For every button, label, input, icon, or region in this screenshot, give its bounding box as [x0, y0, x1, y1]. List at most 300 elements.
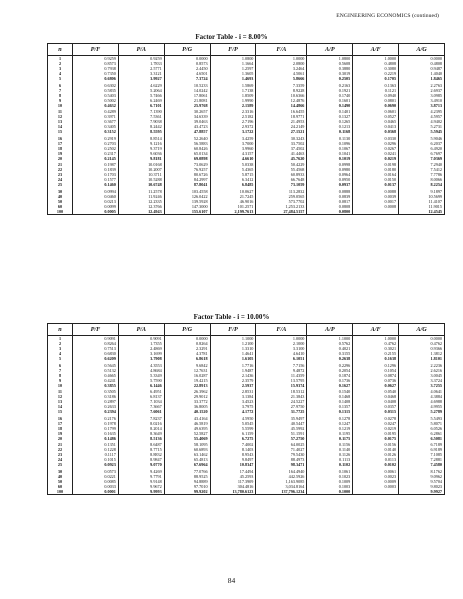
factor-cell: 39.0463	[164, 119, 210, 124]
factor-cell: 117.3909	[210, 479, 256, 484]
col-header-pf: P/F	[73, 44, 119, 56]
factor-cell: 6.2861	[399, 431, 445, 436]
factor-cell: 0.0085	[73, 479, 119, 484]
factor-cell: 35.9497	[256, 416, 307, 421]
table-title-10-percent: Factor Table - i = 10.00%	[193, 313, 270, 321]
factor-cell: 6.5081	[399, 436, 445, 443]
factor-cell: 5.9046	[399, 136, 445, 141]
factor-cell: 10.3711	[118, 172, 164, 177]
factor-cell: 9.4269	[118, 469, 164, 474]
factor-cell: 64.0025	[256, 442, 307, 447]
factor-cell: 2.1589	[210, 103, 256, 110]
factor-cell: 7.7786	[399, 172, 445, 177]
factor-cell: 573.7702	[256, 199, 307, 204]
factor-cell: 0.3186	[73, 394, 119, 399]
factor-cell: 7.5361	[118, 114, 164, 119]
factor-cell: 11.9246	[118, 194, 164, 199]
factor-cell: 21.3843	[256, 394, 307, 399]
factor-cell: 137,796.1234	[256, 489, 307, 495]
factor-cell: 9.0770	[118, 462, 164, 469]
factor-cell: 9.5704	[399, 479, 445, 484]
factor-cell: 0.4632	[73, 103, 119, 110]
factor-cell: 6.8618	[164, 356, 210, 363]
factor-cell: 26.3962	[164, 389, 210, 394]
table-body	[48, 336, 445, 495]
factor-cell: 0.9091	[73, 336, 119, 342]
period-cell: 9	[48, 98, 73, 103]
factor-cell: 0.3855	[73, 383, 119, 390]
factor-cell: 5.5599	[210, 426, 256, 431]
factor-cell: 88.9525	[164, 474, 210, 479]
factor-cell: 0.1460	[73, 182, 119, 189]
factor-cell: 79.5430	[256, 452, 307, 457]
factor-cell: 0.0198	[353, 162, 399, 167]
factor-cell: 37.4502	[256, 146, 307, 151]
factor-cell: 0.1577	[73, 177, 119, 182]
factor-cell: 60.8933	[256, 172, 307, 177]
factor-cell: 43.4164	[164, 416, 210, 421]
factor-cell: 0.0000	[164, 336, 210, 342]
period-cell: 13	[48, 119, 73, 124]
factor-cell: 55.4568	[256, 167, 307, 172]
factor-cell: 0.1121	[353, 88, 399, 93]
factor-cell: 0.4762	[399, 341, 445, 346]
period-cell: 30	[48, 469, 73, 474]
factor-cell: 0.3405	[73, 124, 119, 129]
factor-cell: 0.1740	[307, 93, 353, 98]
factor-cell: 3.1722	[210, 129, 256, 136]
factor-cell: 0.1278	[307, 416, 353, 421]
factor-cell: 46.5819	[164, 421, 210, 426]
factor-cell: 25.9768	[164, 103, 210, 110]
table-row	[48, 489, 445, 495]
factor-cell: 1.0800	[307, 56, 353, 62]
factor-cell: 0.0009	[353, 479, 399, 484]
factor-cell: 3.7000	[210, 141, 256, 146]
period-cell: 25	[48, 462, 73, 469]
factor-cell: 0.1130	[307, 136, 353, 141]
factor-cell: 49.6395	[164, 426, 210, 431]
factor-cell: 5.0545	[210, 421, 256, 426]
col-header-ag: A/G	[399, 44, 445, 56]
factor-cell: 103.4558	[164, 189, 210, 194]
factor-cell: 9.8023	[399, 484, 445, 489]
factor-cell: 15.9374	[256, 383, 307, 390]
period-cell: 9	[48, 378, 73, 383]
factor-cell: 5.3349	[118, 373, 164, 378]
factor-cell: 2.5937	[210, 383, 256, 390]
factor-cell: 0.0219	[353, 156, 399, 163]
period-cell: 12	[48, 114, 73, 119]
factor-cell: 0.8264	[164, 341, 210, 346]
factor-cell: 1.9487	[210, 368, 256, 373]
col-header-ag: A/G	[399, 324, 445, 336]
factor-cell: 6.4920	[399, 146, 445, 151]
factor-cell: 0.2897	[73, 399, 119, 404]
factor-cell: 0.3080	[353, 66, 399, 71]
period-cell: 15	[48, 409, 73, 416]
factor-cell: 0.3505	[73, 389, 119, 394]
factor-cell: 155.6107	[164, 209, 210, 215]
factor-cell: 33.3772	[164, 399, 210, 404]
factor-cell: 3.2464	[256, 66, 307, 71]
factor-cell: 1.2597	[210, 66, 256, 71]
factor-cell: 0.1921	[307, 88, 353, 93]
factor-cell: 6.7697	[399, 151, 445, 156]
factor-cell: 1.7833	[118, 61, 164, 66]
col-header-pa: P/A	[118, 324, 164, 336]
factor-cell: 2.3579	[210, 378, 256, 383]
factor-cell: 0.1978	[73, 421, 119, 426]
factor-cell: 0.1468	[307, 394, 353, 399]
factor-cell: 0.1096	[307, 141, 353, 146]
factor-cell: 10.0627	[210, 189, 256, 194]
factor-cell: 8.7715	[118, 447, 164, 452]
factor-cell: 2.6937	[399, 88, 445, 93]
period-cell: 22	[48, 447, 73, 452]
factor-cell: 24.5227	[256, 399, 307, 404]
factor-cell: 0.4808	[399, 61, 445, 66]
factor-cell: 0.0736	[353, 378, 399, 383]
factor-cell: 71.4027	[256, 447, 307, 452]
factor-cell: 2,199.7613	[210, 209, 256, 215]
factor-cell: 4.2395	[399, 109, 445, 114]
factor-cell: 0.1736	[307, 378, 353, 383]
factor-cell: 0.1987	[73, 162, 119, 167]
period-cell: 13	[48, 399, 73, 404]
factor-cell: 14.4866	[256, 103, 307, 110]
factor-cell: 1.3310	[210, 346, 256, 351]
factor-cell: 8.0066	[399, 177, 445, 182]
table-row	[48, 373, 445, 378]
factor-cell: 19.4215	[164, 378, 210, 383]
period-cell: 24	[48, 457, 73, 462]
period-cell: 14	[48, 124, 73, 129]
factor-cell: 0.2155	[353, 351, 399, 356]
factor-cell: 21.4953	[256, 119, 307, 124]
factor-cell: 0.9366	[399, 346, 445, 351]
factor-cell: 8.1403	[210, 447, 256, 452]
factor-cell: 0.3971	[73, 114, 119, 119]
factor-cell: 0.1327	[307, 114, 353, 119]
factor-cell: 0.0817	[307, 199, 353, 204]
factor-cell: 0.0315	[353, 409, 399, 416]
factor-cell: 0.1219	[307, 426, 353, 431]
factor-cell: 0.0017	[353, 199, 399, 204]
factor-cell: 0.1486	[73, 436, 119, 443]
factor-cell: 6.7101	[118, 103, 164, 110]
factor-table-8-percent	[47, 43, 445, 215]
factor-cell: 0.0088	[353, 189, 399, 194]
factor-cell: 3.8713	[399, 103, 445, 110]
factor-cell: 6.8485	[210, 182, 256, 189]
factor-cell: 0.1019	[307, 156, 353, 163]
factor-cell: 3.7975	[210, 404, 256, 409]
factor-cell: 1.3812	[399, 351, 445, 356]
period-cell: 11	[48, 109, 73, 114]
factor-cell: 0.0023	[353, 474, 399, 479]
factor-cell: 0.2054	[307, 368, 353, 373]
factor-cell: 0.1540	[307, 389, 353, 394]
period-cell: 6	[48, 363, 73, 368]
factor-cell: 8.1762	[399, 469, 445, 474]
factor-cell: 11.4359	[256, 373, 307, 378]
factor-cell: 4.6229	[118, 83, 164, 88]
period-cell: 19	[48, 431, 73, 436]
factor-cell: 0.1874	[307, 373, 353, 378]
factor-cell: 67.6964	[164, 462, 210, 469]
factor-cell: 0.2145	[73, 156, 119, 163]
factor-cell: 1.0000	[256, 56, 307, 62]
period-cell: 18	[48, 426, 73, 431]
factor-cell: 5.2731	[399, 124, 445, 129]
factor-cell: 80.6726	[164, 172, 210, 177]
col-header-af: A/F	[353, 324, 399, 336]
factor-cell: 0.0164	[353, 172, 399, 177]
factor-cell: 0.4808	[353, 61, 399, 66]
factor-cell: 0.6209	[73, 356, 119, 363]
factor-cell: 21.7245	[210, 194, 256, 199]
factor-cell: 11.4107	[399, 199, 445, 204]
table-row	[48, 103, 445, 110]
factor-cell: 6.9189	[399, 447, 445, 452]
factor-cell: 259.0565	[256, 194, 307, 199]
factor-cell: 0.2163	[307, 83, 353, 88]
period-cell: 40	[48, 474, 73, 479]
period-cell: 24	[48, 177, 73, 182]
period-cell: 5	[48, 76, 73, 83]
factor-cell: 40.1520	[164, 409, 210, 416]
factor-cell: 4.6410	[256, 351, 307, 356]
factor-cell: 3.0985	[399, 93, 445, 98]
factor-cell: 0.9259	[118, 56, 164, 62]
factor-cell: 17.8061	[164, 93, 210, 98]
factor-cell: 442.5926	[256, 474, 307, 479]
factor-cell: 0.0923	[73, 462, 119, 469]
factor-cell: 1.8509	[210, 93, 256, 98]
factor-cell: 76.9257	[164, 167, 210, 172]
col-header-n: n	[48, 44, 73, 56]
factor-cell: 1.1000	[307, 336, 353, 342]
factor-cell: 33.7502	[256, 141, 307, 146]
period-cell: 40	[48, 194, 73, 199]
factor-cell: 0.0540	[353, 389, 399, 394]
factor-cell: 0.0180	[353, 167, 399, 172]
col-header-pg: P/G	[164, 44, 210, 56]
factor-cell: 0.0808	[307, 204, 353, 209]
factor-table-10-percent	[47, 323, 445, 495]
factor-cell: 101.2571	[210, 204, 256, 209]
factor-cell: 8.6487	[118, 442, 164, 447]
factor-cell: 3.4259	[210, 136, 256, 141]
factor-cell: 0.0137	[353, 182, 399, 189]
factor-cell: 5.7590	[118, 378, 164, 383]
factor-cell: 0.1195	[307, 431, 353, 436]
factor-cell: 0.1638	[353, 356, 399, 363]
factor-cell: 1.0000	[256, 336, 307, 342]
table-header-row	[48, 324, 445, 336]
factor-cell: 34.6339	[164, 114, 210, 119]
factor-cell: 9.1897	[399, 189, 445, 194]
factor-cell: 0.0008	[353, 204, 399, 209]
period-cell: 50	[48, 199, 73, 204]
factor-cell: 0.3019	[307, 71, 353, 76]
factor-cell: 0.0468	[353, 394, 399, 399]
period-cell: 20	[48, 156, 73, 163]
factor-cell: 1.0000	[353, 336, 399, 342]
period-cell: 2	[48, 341, 73, 346]
factor-cell: 1.7716	[210, 363, 256, 368]
factor-cell: 4.3157	[210, 151, 256, 156]
factor-cell: 0.0888	[307, 189, 353, 194]
factor-cell: 6.4951	[118, 389, 164, 394]
factor-cell: 55.4069	[164, 436, 210, 443]
period-cell: 7	[48, 368, 73, 373]
factor-cell: 17.4494	[210, 469, 256, 474]
period-cell: 50	[48, 479, 73, 484]
factor-cell: 0.1296	[353, 363, 399, 368]
factor-cell: 0.2505	[307, 76, 353, 83]
factor-cell: 0.0408	[353, 399, 399, 404]
table-row	[48, 88, 445, 93]
table-row	[48, 209, 445, 215]
factor-cell: 4.0641	[399, 389, 445, 394]
factor-cell: 10.5233	[164, 83, 210, 88]
factor-cell: 0.1799	[73, 426, 119, 431]
factor-cell: 3,034.8164	[256, 484, 307, 489]
factor-cell: 40.5447	[256, 421, 307, 426]
period-cell: 8	[48, 373, 73, 378]
factor-cell: 4.6610	[210, 156, 256, 163]
col-header-pg: P/G	[164, 324, 210, 336]
factor-cell: 0.1156	[307, 442, 353, 447]
factor-cell: 8.5595	[118, 129, 164, 136]
factor-cell: 14.0242	[164, 88, 210, 93]
factor-cell: 8.2442	[118, 124, 164, 129]
factor-cell: 9.3719	[118, 146, 164, 151]
factor-cell: 16.6455	[256, 109, 307, 114]
factor-cell: 43.4723	[164, 124, 210, 129]
factor-cell: 3.3121	[118, 71, 164, 76]
factor-cell: 0.5835	[73, 88, 119, 93]
factor-cell: 0.1408	[307, 399, 353, 404]
factor-cell: 0.7938	[73, 66, 119, 71]
factor-cell: 5.0338	[210, 162, 256, 167]
col-header-af: A/F	[353, 44, 399, 56]
factor-cell: 9.1216	[118, 141, 164, 146]
factor-cell: 9.8181	[118, 156, 164, 163]
period-cell: 7	[48, 88, 73, 93]
factor-cell: 10.6748	[118, 182, 164, 189]
period-cell: 2	[48, 61, 73, 66]
factor-cell: 5.7466	[118, 93, 164, 98]
factor-cell: 0.0601	[353, 109, 399, 114]
col-header-fp: F/P	[210, 324, 256, 336]
col-header-pf: P/F	[73, 324, 119, 336]
factor-cell: 0.1015	[73, 457, 119, 462]
factor-cell: 3.3724	[399, 378, 445, 383]
factor-cell: 0.7513	[73, 346, 119, 351]
period-cell: 5	[48, 356, 73, 363]
factor-cell: 0.5403	[73, 93, 119, 98]
factor-cell: 147.3000	[164, 204, 210, 209]
factor-cell: 3.9960	[210, 146, 256, 151]
factor-cell: 0.2502	[73, 146, 119, 151]
factor-cell: 0.1601	[307, 98, 353, 103]
factor-cell: 0.5002	[73, 98, 119, 103]
factor-cell: 9.9672	[118, 484, 164, 489]
factor-cell: 0.1023	[307, 474, 353, 479]
factor-cell: 2.1436	[210, 373, 256, 378]
period-cell: 12	[48, 394, 73, 399]
factor-cell: 0.0175	[353, 436, 399, 443]
factor-cell: 4.6501	[164, 71, 210, 76]
factor-cell: 0.4665	[73, 373, 119, 378]
factor-cell: 8.8514	[118, 136, 164, 141]
period-cell: 17	[48, 141, 73, 146]
factor-cell	[353, 209, 399, 215]
factor-cell: 6.8137	[118, 394, 164, 399]
factor-cell: 10.5699	[399, 194, 445, 199]
factor-cell: 139.5928	[164, 199, 210, 204]
col-header-n: n	[48, 324, 73, 336]
factor-cell: 6.1446	[118, 383, 164, 390]
factor-cell: 0.1627	[307, 383, 353, 390]
factor-cell: 1.0800	[210, 56, 256, 62]
factor-cell: 52.2640	[164, 136, 210, 141]
period-cell: 16	[48, 416, 73, 421]
factor-cell: 9.8497	[210, 457, 256, 462]
factor-cell: 8.9543	[210, 452, 256, 457]
factor-cell: 0.0140	[353, 447, 399, 452]
factor-cell: 0.0413	[353, 124, 399, 129]
factor-cell: 94.8889	[164, 479, 210, 484]
factor-cell: 0.0150	[353, 177, 399, 182]
factor-cell: 56.5883	[164, 141, 210, 146]
factor-cell: 98.3471	[256, 462, 307, 469]
factor-cell: 41.4463	[256, 151, 307, 156]
factor-cell: 13,780.6123	[210, 489, 256, 495]
factor-cell: 304.4816	[210, 484, 256, 489]
period-cell: 18	[48, 146, 73, 151]
factor-cell: 4.9402	[399, 119, 445, 124]
factor-cell: 3.1384	[210, 394, 256, 399]
factor-cell: 8.9847	[118, 457, 164, 462]
factor-cell: 0.0102	[353, 462, 399, 469]
table-row	[48, 363, 445, 368]
factor-cell: 7.5412	[399, 167, 445, 172]
factor-cell: 0.0221	[73, 474, 119, 479]
factor-cell: 11.2578	[118, 189, 164, 194]
factor-cell: 1.1000	[210, 336, 256, 342]
factor-cell: 1.9990	[210, 98, 256, 103]
factor-cell: 2.3316	[210, 109, 256, 114]
factor-cell: 73.1059	[256, 182, 307, 189]
factor-cell: 0.4021	[307, 346, 353, 351]
table-row	[48, 93, 445, 98]
factor-cell: 0.9487	[399, 66, 445, 71]
factor-cell: 7.4002	[210, 442, 256, 447]
factor-cell: 0.2317	[73, 151, 119, 156]
factor-cell: 0.1703	[73, 172, 119, 177]
factor-cell: 0.8264	[73, 341, 119, 346]
factor-cell: 0.0213	[73, 199, 119, 204]
factor-cell: 57.2750	[256, 436, 307, 443]
factor-cell: 12.3766	[118, 204, 164, 209]
factor-cell: 22.8913	[164, 383, 210, 390]
factor-cell: 3.0045	[399, 373, 445, 378]
factor-cell: 1.4693	[210, 76, 256, 83]
